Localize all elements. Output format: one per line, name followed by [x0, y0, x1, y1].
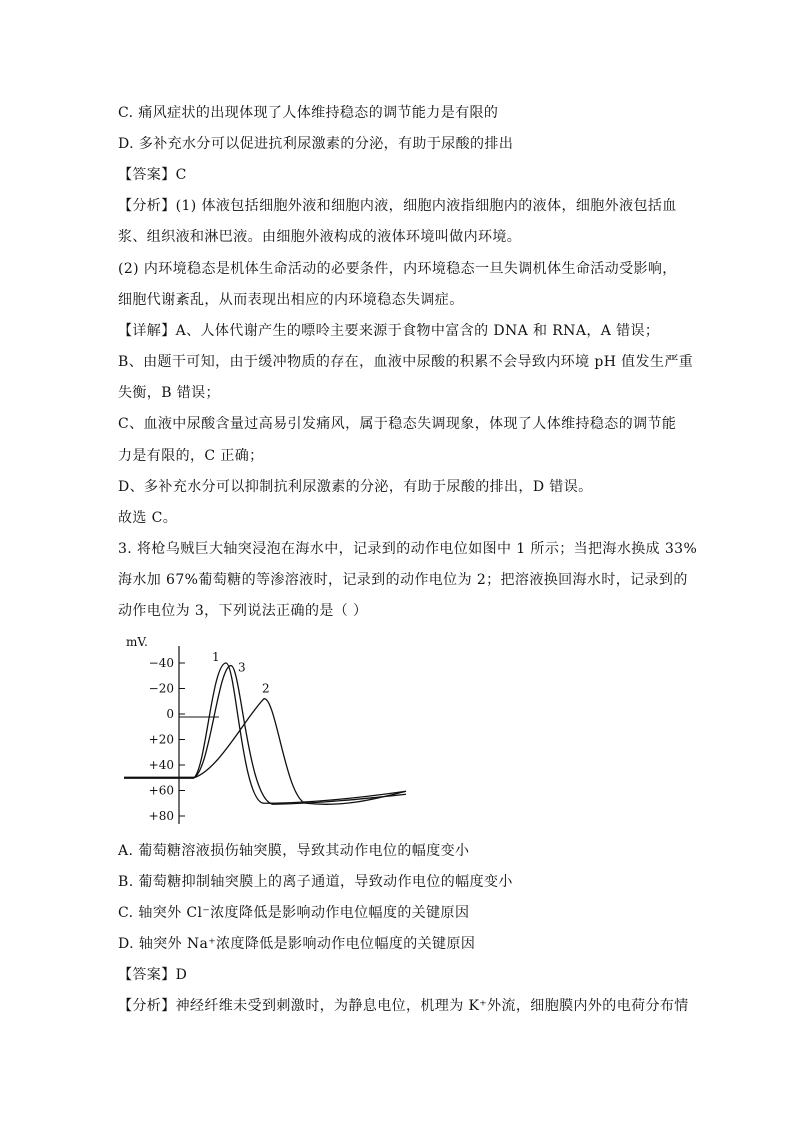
analysis-line: 【分析】(1) 体液包括细胞外液和细胞内液，细胞内液指细胞内的液体，细胞外液包括血: [118, 198, 677, 214]
option-c: C. 轴突外 Cl⁻浓度降低是影响动作电位幅度的关键原因: [118, 905, 470, 921]
option-c-prev: C. 痛风症状的出现体现了人体维持稳态的调节能力是有限的: [118, 105, 499, 121]
analysis-line: 浆、组织液和淋巴液。由细胞外液构成的液体环境叫做内环境。: [118, 229, 522, 245]
detail-line: 【详解】A、人体代谢产生的嘌呤主要来源于食物中富含的 DNA 和 RNA，A 错误；: [118, 323, 660, 339]
question-3-stem: 动作电位为 3，下列说法正确的是（ ）: [118, 603, 368, 619]
y-tick-label: −20: [148, 681, 174, 696]
curve-3: [194, 666, 406, 805]
y-tick-label: +80: [148, 809, 174, 823]
y-tick-label: +40: [148, 758, 174, 772]
analysis-line: (2) 内环境稳态是机体生命活动的必要条件，内环境稳态一旦失调机体生命活动受影响，: [118, 261, 677, 277]
curve-2: [194, 699, 406, 805]
option-a: A. 葡萄糖溶液损伤轴突膜，导致其动作电位的幅度变小: [118, 843, 470, 859]
analysis-line-3: 【分析】神经纤维未受到刺激时，为静息电位，机理为 K⁺外流，细胞膜内外的电荷分布情: [118, 998, 689, 1014]
y-tick-label: +60: [148, 783, 174, 798]
question-3-stem: 海水加 67%葡萄糖的等渗溶液时，记录到的动作电位为 2；把溶液换回海水时，记录到的: [118, 572, 688, 588]
analysis-line: 细胞代谢紊乱，从而表现出相应的内环境稳态失调症。: [118, 292, 464, 308]
detail-line: 力是有限的，C 正确；: [118, 448, 264, 464]
detail-line: C、血液中尿酸含量过高易引发痛风，属于稳态失调现象，体现了人体维持稳态的调节能: [118, 416, 677, 432]
y-axis-label: mV.: [126, 635, 148, 649]
y-tick-label: −40: [148, 656, 174, 670]
detail-line: 失衡，B 错误；: [118, 385, 220, 401]
action-potential-chart: [124, 632, 414, 824]
series-label: 3: [238, 660, 246, 675]
y-tick-label: +20: [148, 732, 174, 747]
answer-label: 【答案】C: [118, 167, 187, 183]
curve-1: [194, 660, 406, 803]
detail-line: B、由题干可知，由于缓冲物质的存在，血液中尿酸的积累不会导致内环境 pH 值发生严重: [118, 354, 694, 370]
option-b: B. 葡萄糖抑制轴突膜上的离子通道，导致动作电位的幅度变小: [118, 874, 513, 890]
series-label: 2: [262, 681, 270, 696]
answer-label-3: 【答案】D: [118, 967, 188, 983]
detail-line: D、多补充水分可以抑制抗利尿激素的分泌，有助于尿酸的排出，D 错误。: [118, 479, 593, 495]
conclusion-line: 故选 C。: [118, 510, 178, 526]
series-label: 1: [212, 650, 220, 664]
y-tick-label: 0: [166, 707, 174, 721]
option-d: D. 轴突外 Na⁺浓度降低是影响动作电位幅度的关键原因: [118, 936, 476, 952]
question-3-stem: 3. 将枪乌贼巨大轴突浸泡在海水中，记录到的动作电位如图中 1 所示；当把海水换成 33%: [118, 541, 698, 557]
option-d-prev: D. 多补充水分可以促进抗利尿激素的分泌，有助于尿酸的排出: [118, 136, 514, 152]
